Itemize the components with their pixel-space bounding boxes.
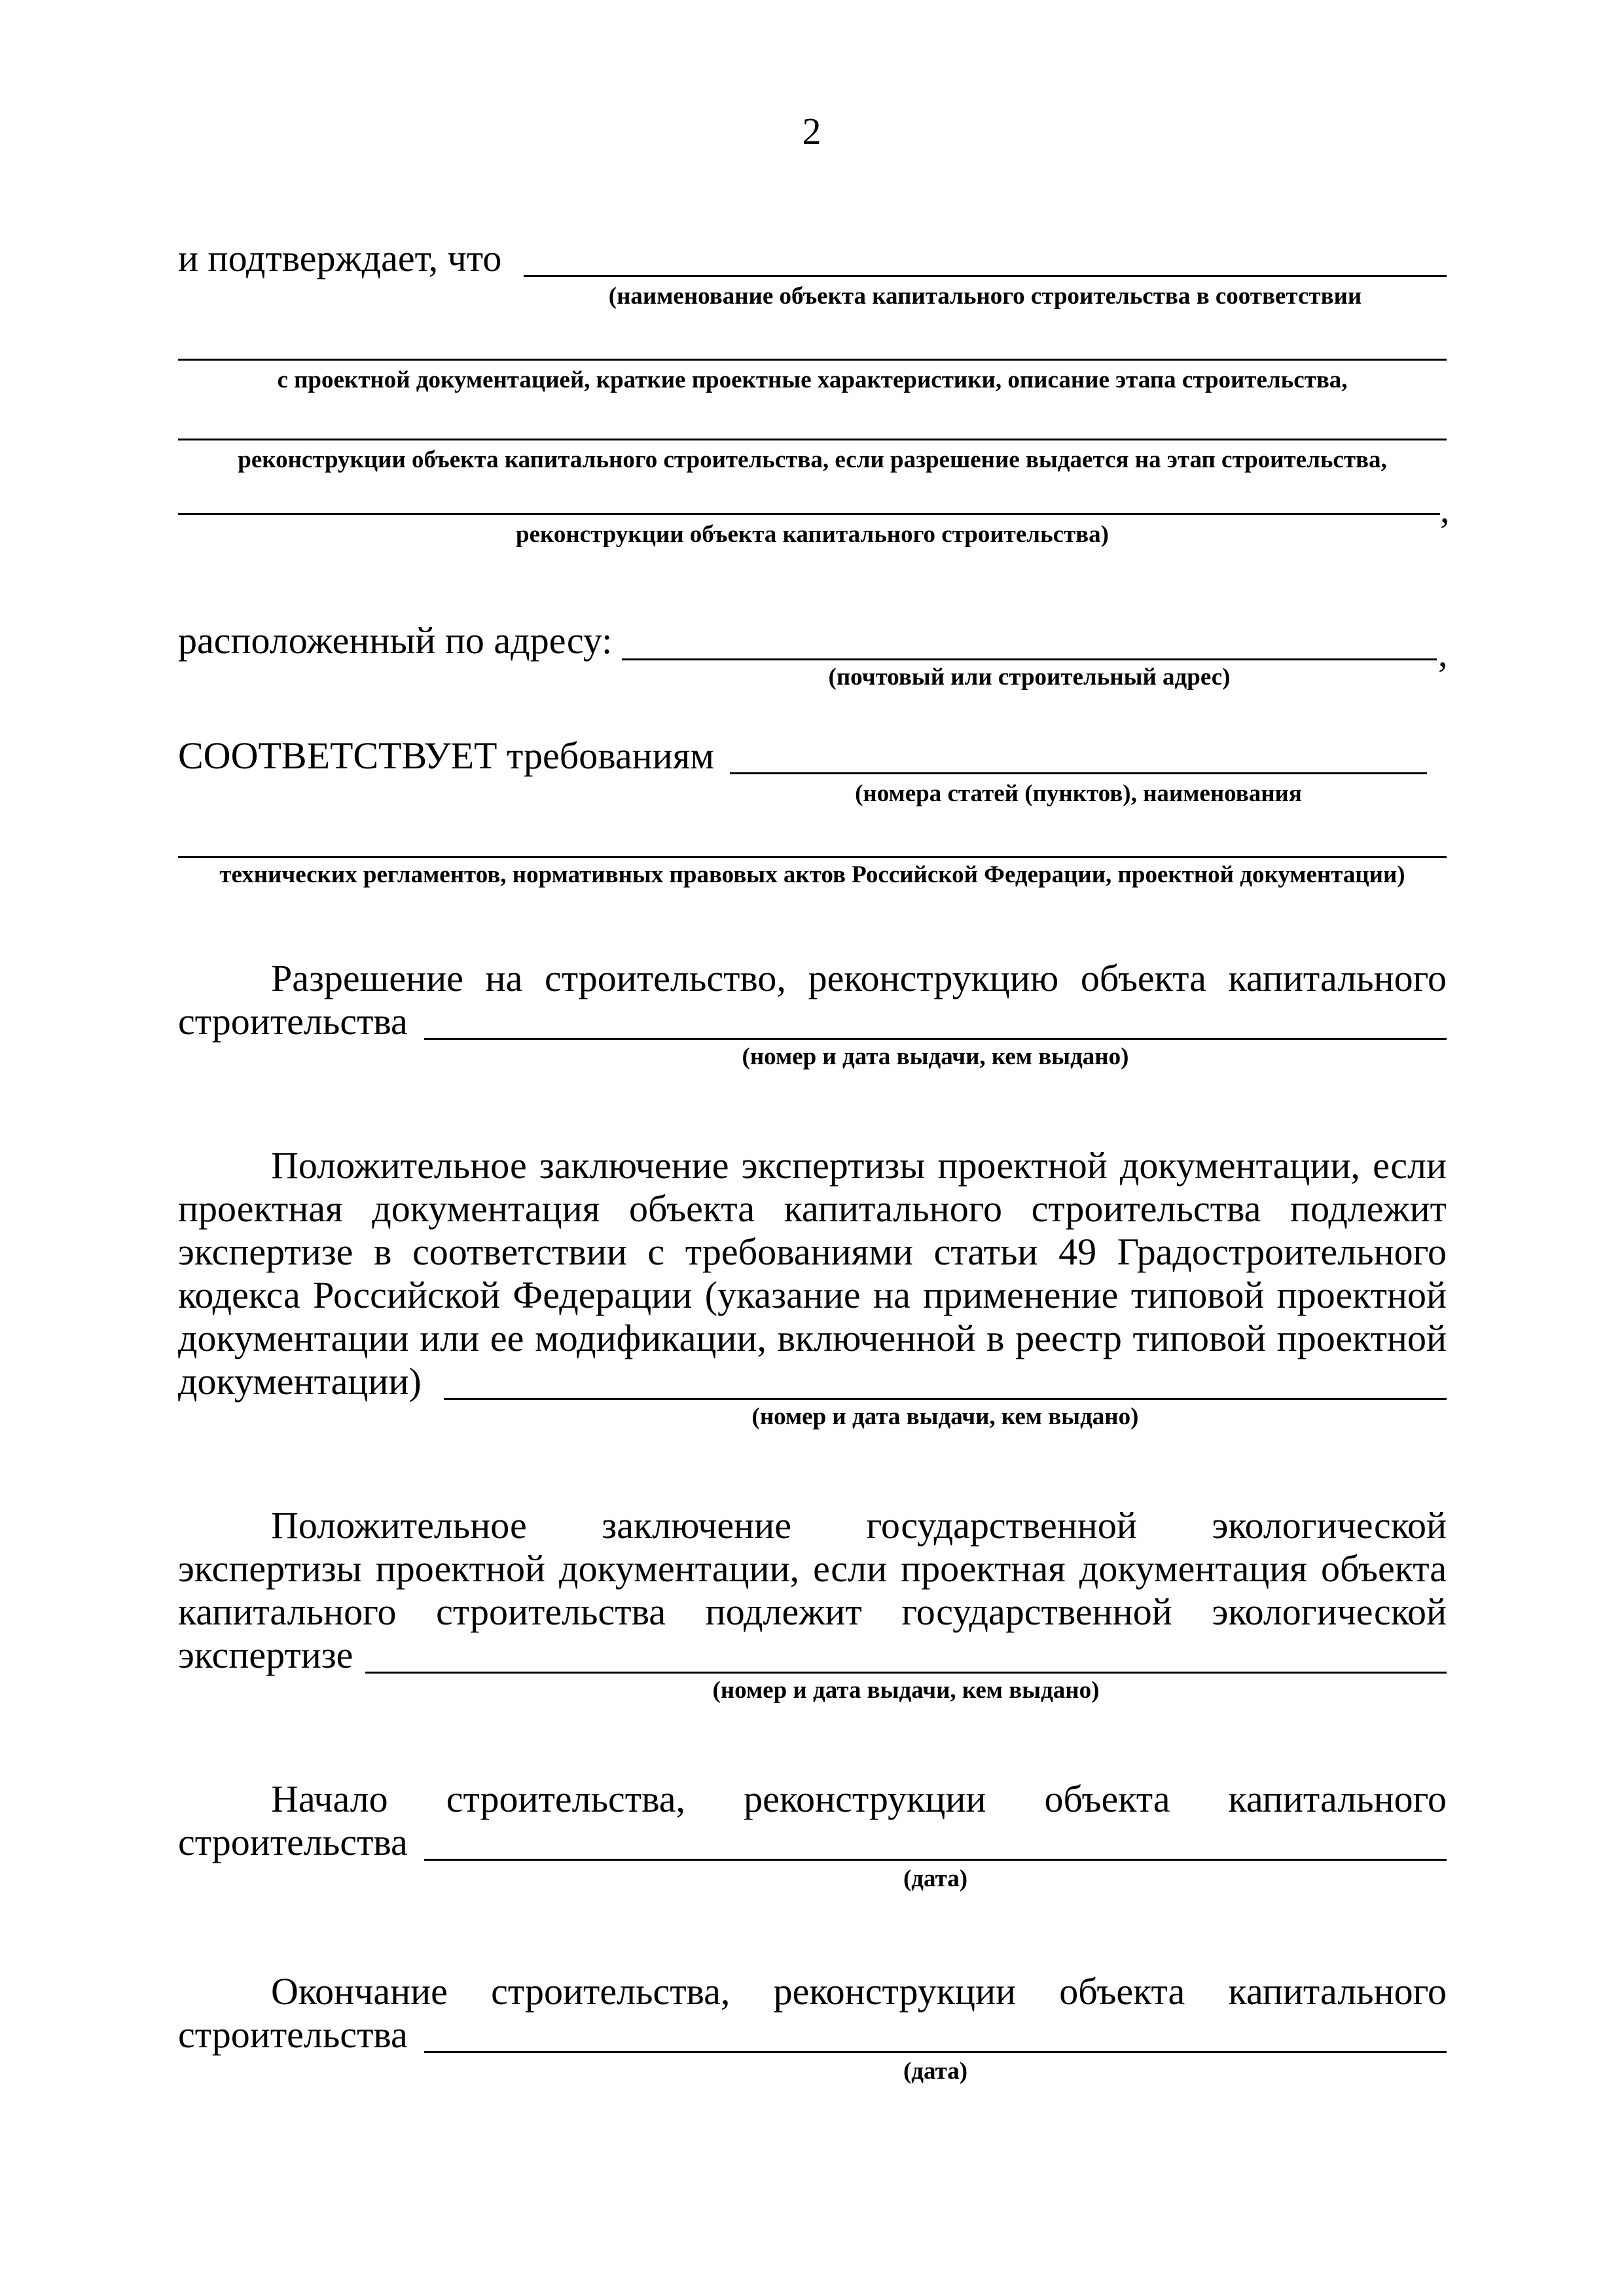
address-label: расположенный по адресу:	[178, 619, 613, 662]
object-name-field-line-4[interactable]	[178, 513, 1440, 515]
object-name-field-line-3[interactable]	[178, 439, 1447, 440]
permit-field-line[interactable]	[424, 1038, 1447, 1040]
expertise-text-line-2: проектная документация объекта капитального строительства подлежит	[178, 1187, 1447, 1230]
compliance-field-line-2[interactable]	[178, 856, 1447, 858]
compliance-label: СООТВЕТСТВУЕТ требованиям	[178, 734, 715, 777]
eco-text-line-1: Положительное заключение государственной экологической	[271, 1504, 1447, 1547]
compliance-caption-2: технических регламентов, нормативных правовых актов Российской Федерации, проектной документации)	[219, 861, 1405, 888]
object-caption-3: реконструкции объекта капитального строительства, если разрешение выдается на этап строительства,	[238, 446, 1387, 473]
compliance-field-line-1[interactable]	[730, 772, 1427, 774]
end-date-field-line[interactable]	[424, 2051, 1447, 2053]
expertise-text-line-4: кодекса Российской Федерации (указание на применение типовой проектной	[178, 1274, 1447, 1316]
start-text-line-1: Начало строительства, реконструкции объекта капитального	[271, 1778, 1447, 1820]
object-line-comma: ,	[1440, 488, 1450, 531]
expertise-caption: (номер и дата выдачи, кем выдано)	[751, 1403, 1139, 1430]
eco-text-line-3: капитального строительства подлежит государственной экологической	[178, 1590, 1447, 1633]
object-caption-2: с проектной документацией, краткие проектные характеристики, описание этапа строительства,	[277, 367, 1348, 393]
eco-field-line[interactable]	[365, 1672, 1447, 1674]
end-text-line-1: Окончание строительства, реконструкции объекта капитального	[271, 1970, 1447, 2013]
object-name-field-line-1[interactable]	[524, 275, 1447, 277]
object-caption-4: реконструкции объекта капитального строительства)	[516, 521, 1109, 548]
object-caption-1: (наименование объекта капитального строительства в соответствии	[608, 283, 1362, 310]
page-number: 2	[802, 110, 821, 152]
expertise-text-line-6: документации)	[178, 1360, 422, 1403]
start-date-field-line[interactable]	[424, 1859, 1447, 1861]
address-caption: (почтовый или строительный адрес)	[828, 664, 1231, 691]
permit-caption: (номер и дата выдачи, кем выдано)	[742, 1043, 1129, 1070]
expertise-text-line-5: документации или ее модификации, включенной в реестр типовой проектной	[178, 1317, 1447, 1359]
eco-text-line-2: экспертизы проектной документации, если проектная документация объекта	[178, 1547, 1447, 1590]
expertise-field-line[interactable]	[444, 1398, 1447, 1400]
end-date-caption: (дата)	[903, 2058, 968, 2085]
expertise-text-line-1: Положительное заключение экспертизы проектной документации, если	[271, 1144, 1447, 1187]
eco-caption: (номер и дата выдачи, кем выдано)	[712, 1677, 1100, 1704]
end-text-line-2: строительства	[178, 2013, 408, 2056]
start-date-caption: (дата)	[903, 1865, 968, 1892]
permit-text-line-1: Разрешение на строительство, реконструкцию объекта капитального	[271, 957, 1447, 999]
compliance-caption-1: (номера статей (пунктов), наименования	[855, 780, 1302, 807]
object-intro-label: и подтверждает, что	[178, 237, 502, 279]
object-name-field-line-2[interactable]	[178, 359, 1447, 361]
address-field-line[interactable]	[622, 658, 1437, 660]
address-comma: ,	[1438, 632, 1448, 675]
start-text-line-2: строительства	[178, 1821, 408, 1863]
expertise-text-line-3: экспертизе в соответствии с требованиями статьи 49 Градостроительного	[178, 1230, 1447, 1273]
eco-text-line-4: экспертизе	[178, 1634, 353, 1676]
permit-text-line-2: строительства	[178, 1000, 408, 1043]
